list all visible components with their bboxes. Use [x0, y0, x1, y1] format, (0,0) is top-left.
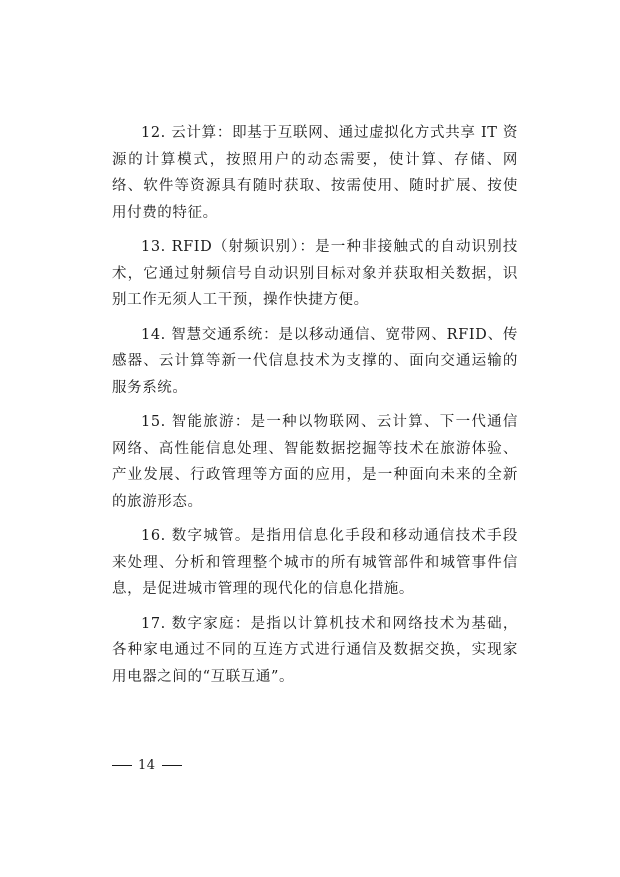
paragraph-14-smart-traffic: 14. 智慧交通系统：是以移动通信、宽带网、RFID、传感器、云计算等新一代信息技术为支撑的、面向交通运输的服务系统。 [112, 326, 518, 396]
page-footer [112, 758, 182, 773]
paragraph-16-digital-city-management: 16. 数字城管。是指用信息化手段和移动通信技术手段来处理、分析和管理整个城市的所有城管部件和城管事件信息，是促进城市管理的现代化的信息化措施。 [112, 528, 518, 597]
paragraph-13-rfid: 13. RFID（射频识别）：是一种非接触式的自动识别技术，它通过射频信号自动识别目标对象并获取相关数据，识别工作无须人工干预，操作快捷方便。 [112, 239, 518, 308]
footer-dash-left [112, 765, 132, 766]
footer-dash-right [162, 765, 182, 766]
page-body [112, 120, 518, 698]
paragraph-12-cloud-computing: 12. 云计算：即基于互联网、通过虚拟化方式共享 IT 资源的计算模式，按照用户的动态需要，使计算、存储、网络、软件等资源具有随时获取、按需使用、随时扩展、按使用付费的特征。 [112, 125, 518, 221]
page-number: 14 [138, 758, 156, 773]
paragraph-15-smart-tourism: 15. 智能旅游：是一种以物联网、云计算、下一代通信网络、高性能信息处理、智能数据挖掘等技术在旅游体验、产业发展、行政管理等方面的应用，是一种面向未来的全新的旅游形态。 [112, 414, 518, 510]
paragraph-17-digital-home: 17. 数字家庭：是指以计算机技术和网络技术为基础，各种家电通过不同的互连方式进行通信及数据交换，实现家用电器之间的“互联互通”。 [112, 615, 518, 685]
